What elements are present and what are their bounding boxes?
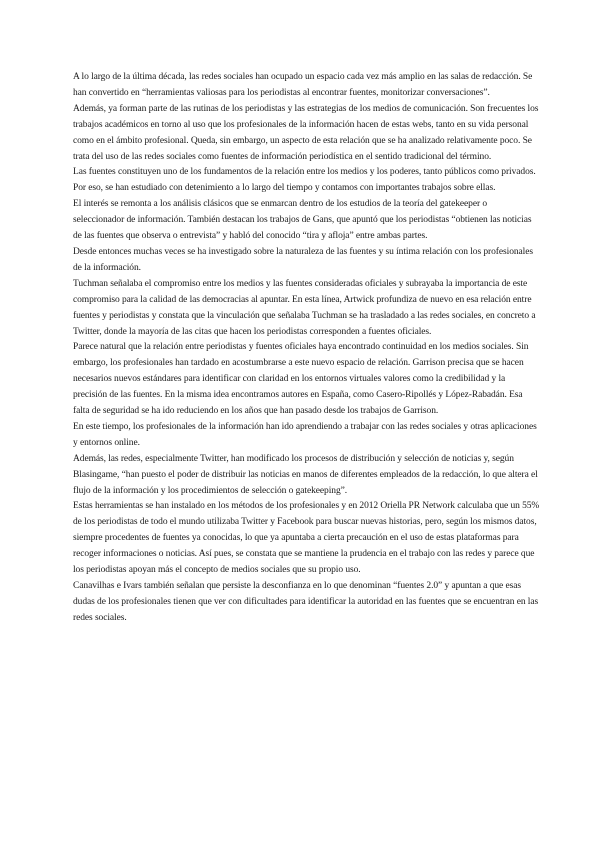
paragraph-3: Las fuentes constituyen uno de los fundamentos de la relación entre los medios y los poderes, tanto públicos como privados. Por eso, se han estudiado con detenimiento a lo largo del tiempo y contamos con importantes trabajos sobre ellas.: [73, 167, 536, 194]
paragraph-8: En este tiempo, los profesionales de la información han ido aprendiendo a trabajar con las redes sociales y otras aplicaciones y entornos online.: [73, 421, 537, 448]
paragraph-7: Parece natural que la relación entre periodistas y fuentes oficiales haya encontrado continuidad en los medios sociales. Sin embargo, los profesionales han tardado en acostumbrarse a este nuevo espacio de relación. Garrison precisa que se hacen necesarios nuevos estándares para identificar con claridad en los entornos virtuales valores como la credibilidad y la precisión de las fuentes. En la misma idea encontramos autores en España, como Casero-Ripollés y López-Rabadán. Esa falta de seguridad se ha ido reduciendo en los años que han pasado desde los trabajos de Garrison.: [73, 342, 529, 417]
paragraph-10: Estas herramientas se han instalado en los métodos de los profesionales y en 2012 Oriella PR Network calculaba que un 55% de los periodistas de todo el mundo utilizaba Twitter y Facebook para buscar nuevas historias, pero, según los mismos datos, siempre procedentes de fuentes ya conocidas, lo que ya apuntaba a cierta precaución en el uso de estas plataformas para recoger informaciones o noticias. Así pues, se constata que se mantiene la prudencia en el trabajo con las redes y parece que los periodistas apoyan más el concepto de medios sociales que su propio uso.: [73, 501, 540, 576]
paragraph-11: Canavilhas e Ivars también señalan que persiste la desconfianza en lo que denominan “fuentes 2.0” y apuntan a que esas dudas de los profesionales tienen que ver con dificultades para identificar la autoridad en las fuentes que se encuentran en las redes sociales.: [73, 581, 539, 623]
paragraph-4: El interés se remonta a los análisis clásicos que se enmarcan dentro de los estudios de la teoría del gatekeeper o seleccionador de información. También destacan los trabajos de Gans, que apuntó que los periodistas “obtienen las noticias de las fuentes que observa o entrevista” y habló del conocido “tira y afloja” entre ambas partes.: [73, 199, 532, 242]
paragraph-9: Además, las redes, especialmente Twitter, han modificado los procesos de distribución y selección de noticias y, según Blasingame, “han puesto el poder de distribuir las noticias en manos de diferentes empleados de la redacción, lo que altera el flujo de la información y los procedimientos de selección o gatekeeping”.: [73, 453, 538, 496]
paragraph-6: Tuchman señalaba el compromiso entre los medios y las fuentes consideradas oficiales y subrayaba la importancia de este compromiso para la calidad de las democracias al apuntar. En esta línea, Artwick profundiza de nuevo en esa relación entre fuentes y periodistas y constata que la vinculación que señalaba Tuchman se ha trasladado a las redes sociales, en concreto a Twitter, donde la mayoría de las citas que hacen los periodistas corresponden a fuentes oficiales.: [73, 278, 536, 337]
paragraph-5: Desde entonces muchas veces se ha investigado sobre la naturaleza de las fuentes y su íntima relación con los profesionales de la información.: [73, 246, 533, 273]
paragraph-1: A lo largo de la última década, las redes sociales han ocupado un espacio cada vez más amplio en las salas de redacción. Se han convertido en “herramientas valiosas para los periodistas al encontrar fuentes, monitorizar conversaciones”.: [73, 72, 533, 98]
paragraph-2: Además, ya forman parte de las rutinas de los periodistas y las estrategias de los medios de comunicación. Son frecuentes los trabajos académicos en torno al uso que los profesionales de la información hacen de estas webs, tanto en su vida personal como en el ámbito profesional. Queda, sin embargo, un aspecto de esta relación que se ha analizado relativamente poco. Se trata del uso de las redes sociales como fuentes de información periodística en el sentido tradicional del término.: [73, 103, 539, 162]
